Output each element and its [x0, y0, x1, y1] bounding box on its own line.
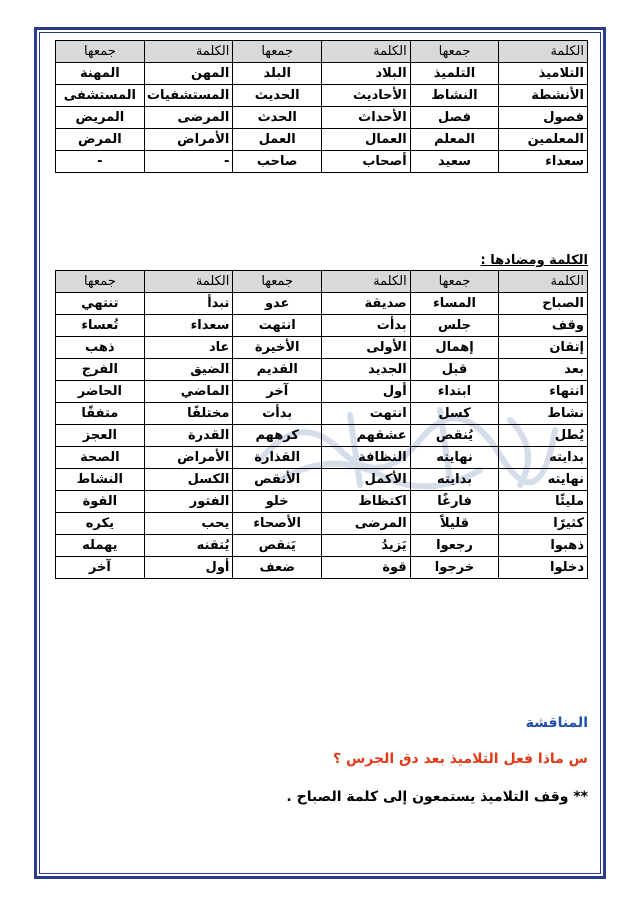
table-cell: يُنقص — [410, 425, 499, 447]
table-row — [56, 359, 588, 381]
header-cell: الكلمة — [499, 271, 588, 293]
table-cell: بدأت — [233, 403, 322, 425]
table-row — [56, 293, 588, 315]
table-cell: خلو — [233, 491, 322, 513]
table-cell: ضعف — [233, 557, 322, 579]
table-cell: سعداء — [499, 151, 588, 173]
header-cell: الكلمة — [144, 271, 233, 293]
table-cell: - — [144, 151, 233, 173]
table-cell: كرههم — [233, 425, 322, 447]
table-cell: الأولى — [322, 337, 411, 359]
table-cell: الجديد — [322, 359, 411, 381]
table-cell: يُتقنه — [144, 535, 233, 557]
table-row — [56, 63, 588, 85]
table-cell: الأمراض — [144, 447, 233, 469]
table-cell: النشاط — [410, 85, 499, 107]
table-cell: عدو — [233, 293, 322, 315]
header-cell: جمعها — [56, 41, 145, 63]
table-cell: يَزيدُ — [322, 535, 411, 557]
table-cell: يهمله — [56, 535, 145, 557]
header-cell: جمعها — [233, 41, 322, 63]
table-cell: المستشفيات — [144, 85, 233, 107]
table-cell: المعلم — [410, 129, 499, 151]
table-cell: آخر — [56, 557, 145, 579]
table-cell: دخلوا — [499, 557, 588, 579]
table-cell: القديم — [233, 359, 322, 381]
table-cell: القذارة — [233, 447, 322, 469]
table-row — [56, 129, 588, 151]
table-cell: متفقًا — [56, 403, 145, 425]
header-cell: الكلمة — [144, 41, 233, 63]
table-cell: المرضى — [144, 107, 233, 129]
discussion-question: س ماذا فعل التلاميذ بعد دق الجرس ؟ — [332, 751, 588, 767]
table-cell: الكسل — [144, 469, 233, 491]
table-row — [56, 535, 588, 557]
table-cell: عاد — [144, 337, 233, 359]
table-row — [56, 107, 588, 129]
table-cell: فصل — [410, 107, 499, 129]
table-cell: المساء — [410, 293, 499, 315]
plurals-table — [55, 40, 588, 173]
table-cell: أصحاب — [322, 151, 411, 173]
table-cell: الحدث — [233, 107, 322, 129]
table-cell: تُعساء — [56, 315, 145, 337]
table-cell: مختلفًا — [144, 403, 233, 425]
table-cell: القوة — [56, 491, 145, 513]
table-cell: يحب — [144, 513, 233, 535]
table-cell: صديقة — [322, 293, 411, 315]
table-cell: المريض — [56, 107, 145, 129]
table-cell: أول — [322, 381, 411, 403]
header-cell: جمعها — [56, 271, 145, 293]
table-cell: الحديث — [233, 85, 322, 107]
table-cell: كثيرًا — [499, 513, 588, 535]
table-row — [56, 337, 588, 359]
table-cell: رجعوا — [410, 535, 499, 557]
table-cell: الأمراض — [144, 129, 233, 151]
table-row — [56, 513, 588, 535]
table-cell: الضيق — [144, 359, 233, 381]
table-cell: تنتهي — [56, 293, 145, 315]
table-cell: انتهت — [322, 403, 411, 425]
table-cell: النشاط — [56, 469, 145, 491]
header-cell: جمعها — [233, 271, 322, 293]
table-cell: القدرة — [144, 425, 233, 447]
table-cell: الصباح — [499, 293, 588, 315]
table-cell: خرجوا — [410, 557, 499, 579]
table-cell: الأكمل — [322, 469, 411, 491]
table-cell: جلس — [410, 315, 499, 337]
table-cell: قوة — [322, 557, 411, 579]
table-cell: فارغًا — [410, 491, 499, 513]
table-header-row — [56, 271, 588, 293]
table-cell: إتقان — [499, 337, 588, 359]
table-cell: الأحداث — [322, 107, 411, 129]
table-cell: المرضى — [322, 513, 411, 535]
table-cell: العجز — [56, 425, 145, 447]
table-cell: التلميذ — [410, 63, 499, 85]
table-cell: اكتظاظ — [322, 491, 411, 513]
table-cell: انتهت — [233, 315, 322, 337]
table-cell: العمل — [233, 129, 322, 151]
table-row — [56, 491, 588, 513]
table-row — [56, 425, 588, 447]
table-cell: الأخيرة — [233, 337, 322, 359]
table-row — [56, 85, 588, 107]
table-cell: يكره — [56, 513, 145, 535]
header-cell: الكلمة — [499, 41, 588, 63]
antonyms-table — [55, 270, 588, 579]
table-cell: الأصحاء — [233, 513, 322, 535]
table-cell: الأنقص — [233, 469, 322, 491]
table-cell: يُطل — [499, 425, 588, 447]
table-cell: التلاميذ — [499, 63, 588, 85]
table-cell: عشقهم — [322, 425, 411, 447]
table-cell: إهمال — [410, 337, 499, 359]
table-cell: فصول — [499, 107, 588, 129]
table-row — [56, 557, 588, 579]
table-row — [56, 381, 588, 403]
table-cell: الحاضر — [56, 381, 145, 403]
table-cell: النظافة — [322, 447, 411, 469]
table-cell: نهايته — [410, 447, 499, 469]
header-cell: الكلمة — [322, 271, 411, 293]
header-cell: جمعها — [410, 41, 499, 63]
table-cell: يَنقص — [233, 535, 322, 557]
table-cell: بدأت — [322, 315, 411, 337]
table-row — [56, 447, 588, 469]
table-cell: مليئًا — [499, 491, 588, 513]
table-cell: بدايته — [499, 447, 588, 469]
table-cell: المعلمين — [499, 129, 588, 151]
table-cell: الفتور — [144, 491, 233, 513]
table-cell: قليلاً — [410, 513, 499, 535]
table-cell: الأحاديث — [322, 85, 411, 107]
table-cell: العمال — [322, 129, 411, 151]
table-cell: انتهاء — [499, 381, 588, 403]
table-cell: البلد — [233, 63, 322, 85]
table-cell: قبل — [410, 359, 499, 381]
table-row — [56, 151, 588, 173]
table-cell: بعد — [499, 359, 588, 381]
table-cell: ذهبوا — [499, 535, 588, 557]
table-cell: المرض — [56, 129, 145, 151]
table-cell: نهايته — [499, 469, 588, 491]
header-cell: الكلمة — [322, 41, 411, 63]
table-cell: المهنة — [56, 63, 145, 85]
table-row — [56, 315, 588, 337]
table-cell: آخر — [233, 381, 322, 403]
table-row — [56, 403, 588, 425]
table-cell: بدايته — [410, 469, 499, 491]
table-cell: البلاد — [322, 63, 411, 85]
table-cell: أول — [144, 557, 233, 579]
table-header-row — [56, 41, 588, 63]
table-cell: تبدأ — [144, 293, 233, 315]
table-cell: الأنشطة — [499, 85, 588, 107]
table-cell: الماضي — [144, 381, 233, 403]
table-cell: سعيد — [410, 151, 499, 173]
table-cell: وقف — [499, 315, 588, 337]
table-cell: ذهب — [56, 337, 145, 359]
discussion-answer: ** وقف التلاميذ يستمعون إلى كلمة الصباح . — [286, 789, 588, 805]
table-cell: سعداء — [144, 315, 233, 337]
table-row — [56, 469, 588, 491]
table-cell: صاحب — [233, 151, 322, 173]
table-cell: المستشفى — [56, 85, 145, 107]
table-cell: ابتداء — [410, 381, 499, 403]
table-cell: الفرج — [56, 359, 145, 381]
table-cell: المهن — [144, 63, 233, 85]
table-cell: نشاط — [499, 403, 588, 425]
table-cell: كسل — [410, 403, 499, 425]
table-cell: الصحة — [56, 447, 145, 469]
discussion-title: المناقشة — [525, 715, 588, 731]
header-cell: جمعها — [410, 271, 499, 293]
antonyms-title: الكلمة ومضادها : — [480, 253, 588, 268]
table-cell: - — [56, 151, 145, 173]
